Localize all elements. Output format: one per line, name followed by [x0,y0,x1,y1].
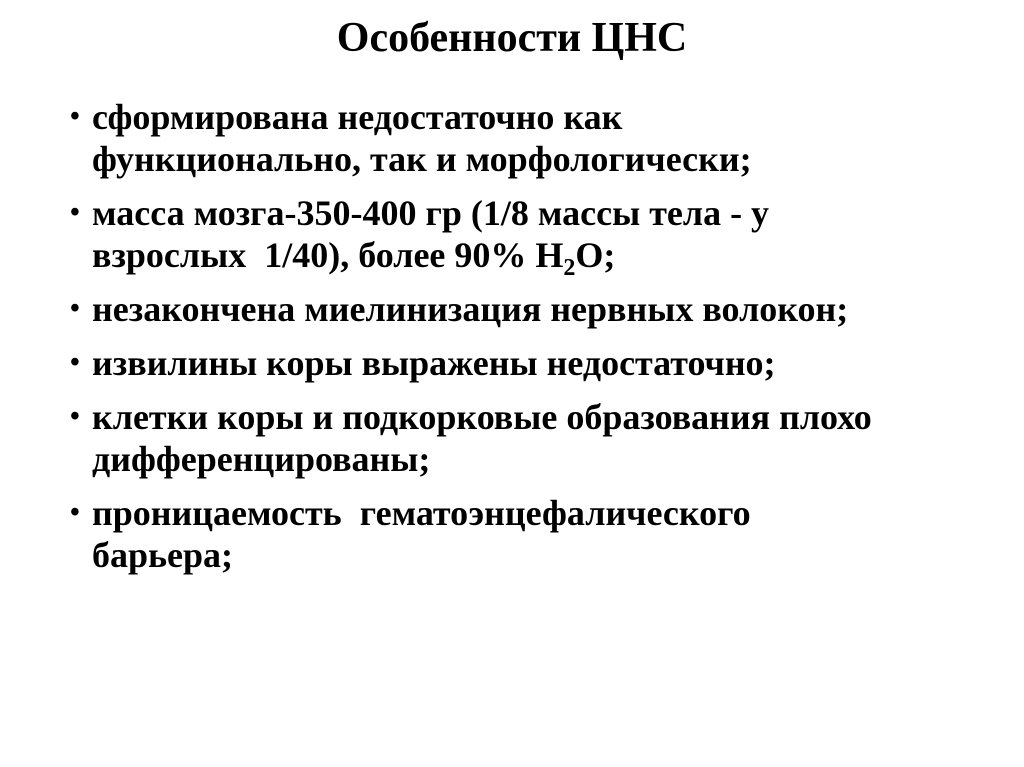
bullet-icon: • [70,197,80,228]
bullet-text [92,96,990,180]
formula-prefix: взрослых 1/40), более 90% Н [92,235,564,275]
bullet-item [70,342,990,384]
bullet-line-with-formula [92,234,990,281]
bullet-line: барьера; [92,535,234,575]
formula-suffix: О; [575,235,616,275]
bullet-text [92,192,990,281]
bullet-item [70,288,990,330]
bullet-text [92,288,990,330]
bullet-line: проницаемость гематоэнцефалического [92,493,751,533]
bullet-icon: • [70,497,80,528]
bullet-text [92,396,990,480]
slide-title: Особенности ЦНС [336,15,688,61]
bullet-item [70,96,990,180]
bullet-item [70,192,990,281]
bullet-line: извилины коры выражены недостаточно; [92,343,776,383]
bullet-icon: • [70,347,80,378]
bullet-line: масса мозга-350-400 гр (1/8 массы тела - у [92,193,770,233]
bullet-item [70,492,990,576]
bullet-line: незакончена миелинизация нервных волокон; [92,289,849,329]
bullet-icon: • [70,101,80,132]
bullet-list [70,96,990,588]
bullet-line: дифференцированы; [92,439,431,479]
bullet-line: функционально, так и морфологически; [92,139,752,179]
bullet-line: клетки коры и подкорковые образования плохо [92,397,872,437]
formula-subscript: 2 [563,255,576,281]
bullet-icon: • [70,401,80,432]
bullet-icon: • [70,293,80,324]
bullet-line: сформирована недостаточно как [92,97,623,137]
bullet-text [92,342,990,384]
bullet-item [70,396,990,480]
bullet-text [92,492,990,576]
